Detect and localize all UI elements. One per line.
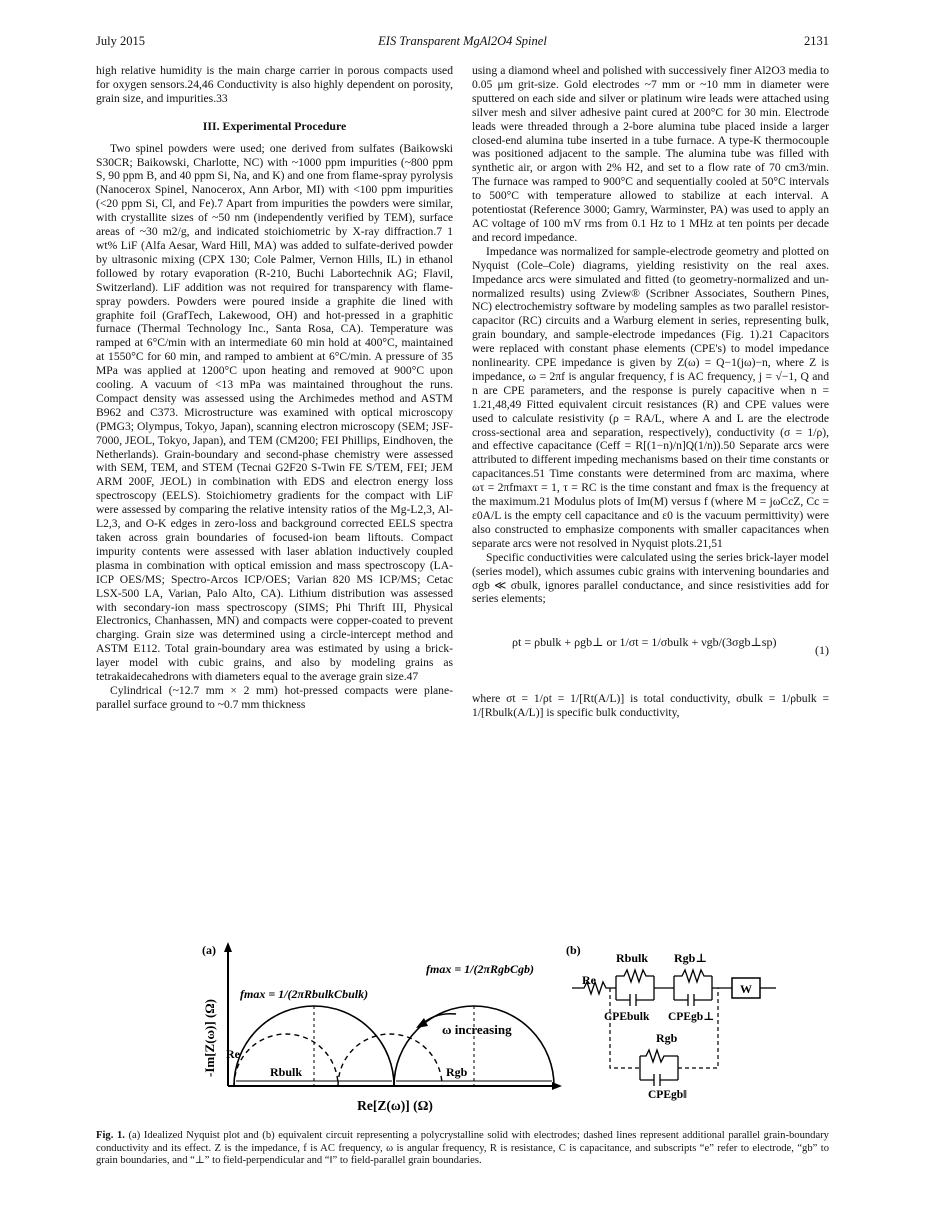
header-title: EIS Transparent MgAl2O4 Spinel — [378, 34, 547, 48]
right-column — [472, 64, 829, 720]
panel-b-label: (b) — [566, 943, 581, 957]
omega-arrowhead — [416, 1018, 428, 1028]
circuit-cpegbpar-label: CPEgb‖ — [648, 1089, 687, 1101]
equation-body: ρt = ρbulk + ρgb⊥ or 1/σt = 1/σbulk + νgb/(3σgb⊥sp) — [512, 635, 777, 650]
re-label: Re — [226, 1047, 240, 1061]
parallel-gb-rc-block — [640, 1050, 678, 1086]
right-paragraph-3: where σt = 1/ρt = 1/[Rt(A/L)] is total conductivity, σbulk = 1/ρbulk = 1/[Rbulk(A/L)] is specific bulk conductivity, — [472, 692, 829, 720]
circuit-rbulk-label: Rbulk — [616, 951, 649, 965]
running-header — [96, 34, 829, 52]
omega-increasing-label: ω increasing — [442, 1022, 512, 1037]
caption-label: Fig. 1. — [96, 1130, 125, 1141]
header-date: July 2015 — [96, 34, 145, 48]
figure-1-svg — [190, 938, 910, 1128]
gbperp-rc-block — [674, 970, 712, 1006]
equation-1 — [472, 630, 829, 674]
right-paragraph-0: using a diamond wheel and polished with successively finer Al2O3 media to 0.05 μm grit-size. Gold electrodes ~7 mm or ~10 mm in diameter were sputtered on each side and silver or platinum wire leads were attached using silver mesh and silver adhesive paint cured at 200°C for 30 min. Electrode leads were threaded through a 2-bore alumina tube placed inside a larger closed-end alumina tube inserted in a tube furnace. A type-K thermocouple was positioned adjacent to the sample. The alumina tube was filled with synthetic air, or argon with 2% H2, and set to a flow rate of 70 cm3/min. The furnace was ramped to 900°C and sequentially cooled at 50°C intervals to 500°C with temperature allowed to stabilize at each interval. A potentiostat (Reference 3000; Gamry, Warminster, PA) was used to apply an AC voltage of 100 mV rms from 0.1 Hz to 1 MHz at ten points per decade and record impedance. — [472, 64, 829, 244]
warburg-label: W — [740, 982, 752, 996]
y-axis-arrow — [224, 942, 232, 952]
y-axis-label: -Im[Z(ω)] (Ω) — [202, 998, 217, 1078]
rbulk-label: Rbulk — [270, 1065, 303, 1079]
fmax-bulk-label: fmax = 1/(2πRbulkCbulk) — [240, 987, 369, 1001]
right-paragraph-2: Specific conductivities were calculated using the series brick-layer model (series model), which assumes cubic grains with intervening boundaries and σgb ≪ σbulk, ignores parallel conductance, and since resistivities add for series elements; — [472, 550, 829, 606]
figure-caption — [96, 1130, 829, 1168]
x-axis-label: Re[Z(ω)] (Ω) — [357, 1098, 433, 1113]
panel-a-label: (a) — [202, 943, 216, 957]
circuit-rgb-label: Rgb — [656, 1031, 678, 1045]
left-paragraph-0: high relative humidity is the main charge carrier in porous compacts used for oxygen sensors.24,46 Conductivity is also highly dependent on porosity, grain size, and impurities.33 — [96, 64, 453, 105]
right-paragraph-1: Impedance was normalized for sample-electrode geometry and plotted on Nyquist (Cole–Cole) diagrams, yielding resistivity on the real axes. Impedance arcs were simulated and fitted (to geometry-normalized and un-normalized results) using Zview® (Scribner Associates, Southern Pines, NC) electrochemistry software by modeling samples as two parallel resistor-capacitor (RC) circuits and a Warburg element in series, representing bulk, grain boundary, and sample-electrode impedances (Fig. 1).21 Capacitors were replaced with constant phase elements (CPE's) to model impedance nonlinearity. CPE impedance is given by Z(ω) = Q−1(jω)−n, where Z is impedance, ω = 2πf is angular frequency, f is AC frequency, j = √−1, Q and n are CPE parameters, and the response is purely capacitive when n = 1.21,48,49 Fitted equivalent circuit resistances (R) and CPE values were used to calculate resistivity (ρ = RA/L, where A and L are the electrode cross-sectional area and separation, respectively), conductivity (σ = 1/ρ), and effective capacitance (Ceff = R[(1−n)/n]Q(1/n)).50 Separate arcs were attributed to different impeding mechanisms based on their time constants or capacitances.51 Time constants were determined from arc maxima, where ωτ = 2πfmaxτ = 1, τ = RC is the time constant and fmax is the frequency at the maximum.21 Modulus plots of Im(M) versus f (where M = jωCcZ, Cc = ε0A/L is the empty cell capacitance and ε0 is the vacuum permittivity) were also constructed to emphasize components with smaller capacitances when separate arcs were not resolved in Nyquist plots.21,51 — [472, 244, 829, 550]
rgb-label: Rgb — [446, 1065, 468, 1079]
figure-1 — [190, 938, 910, 1128]
circuit-rgbperp-label: Rgb⊥ — [674, 951, 707, 965]
circuit-cpegbperp-label: CPEgb⊥ — [668, 1011, 715, 1023]
page-number: 2131 — [804, 34, 829, 48]
caption-text: (a) Idealized Nyquist plot and (b) equivalent circuit representing a polycrystalline solid with electrodes; dashed lines represent additional parallel grain-boundary conductivity and its effect. Z is the impedance, f is AC frequency, ω is angular frequency, R is resistance, C is capacitance, and subscripts “e” refer to electrode, “gb” to grain boundaries, and “⊥” to field-perpendicular and “‖” to field-parallel grain boundaries. — [96, 1130, 829, 1166]
equation-number: (1) — [815, 643, 829, 658]
left-column — [96, 64, 453, 712]
section-title: III. Experimental Procedure — [202, 118, 347, 133]
circuit-re-label: Re — [582, 973, 596, 987]
left-paragraph-1: Two spinel powders were used; one derived from sulfates (Baikowski S30CR; Baikowski, Charlotte, NC) with ~1000 ppm impurities (~800 ppm S, 90 ppm B, and 40 ppm Si, Na, and K) and one from flame-spray pyrolysis (Nanocerox Spinel, Nanocerox, Ann Arbor, MI) with <100 ppm impurities (<20 ppm Si, Cl, and Fe).7 Apart from impurities the powders were similar, with crystallite sizes of ~50 nm (independently verified by TEM), surface areas of ~30 m2/g, and indicated stoichiometric by X-ray diffraction.7 1 wt% LiF (Alfa Aesar, Ward Hill, MA) was added to sulfate-derived powder by ultrasonic mixing (CPX 130; Cole Palmer, Vernon Hills, IL) in ethanol followed by rotary evaporation (R-210, Buchi Labortechnik AG; Flavil, Switzerland). LiF addition was not required for transparency with flame-spray powders. Powders were poured inside a graphite die lined with graphite foil (GrafTech, Lakewood, OH) and hot-pressed in a graphitic furnace (Thermal Technology Inc., Santa Rosa, CA). Temperature was ramped at 6°C/min with an intermediate 60 min hold at 400°C, maintained at 1550°C for 60 min, and ramped to ambient at 6°C/min. A pressure of 35 MPa was applied at 1200°C upon heating and removed at 900°C upon cooling. A vacuum of <13 mPa was maintained throughout the runs. Compact density was assessed using the Archimedes method and ASTM B962 and C373. Microstructure was examined with optical microscopy (PMG3; Olympus, Tokyo, Japan), scanning electron microscopy (SEM; JSF-7000, JEOL, Tokyo, Japan), and TEM (CM200; FEI Phillips, Eindhoven, the Netherlands). Grain-boundary and second-phase chemistry were assessed with SEM, TEM, and STEM (Tecnai G2F20 S-Twin FE S/TEM, FEI; JEM ARM 200F, JEOL) in combination with EDS and electron energy loss spectroscopy (EELS). Stoichiometry gradients for the compact with LiF were assessed by comparing the relative intensity ratios of the Mg-L2,3, Al-L2,3, and O-K edges in zero-loss and background corrected EELS spectra taken across grain boundaries of focused-ion beam liftouts. Compact impurity contents were assessed with laser ablation inductively coupled plasma in combination with optical emission and mass spectroscopy (LA-ICP OES/MS; Spectro-Arcos ICP/OES; Varian 820 MS ICP/MS; Cetac LSX-500 LA, Varian, Palo Alto, CA). Lithium distribution was assessed with secondary-ion mass spectroscopy (SIMS; Phi Thrift III, Physical Electronics, Chanhassen, MN) and compacts were copper-coated to prevent charging. Grain size was determined using a circle-intercept method and ASTM E112. Total grain-boundary area was estimated by using a brick-layer model with cubic grains, and also by modeling grains as tetrakaidecahedrons with diameters equal to the average grain size.47 — [96, 141, 453, 684]
bulk-rc-block — [616, 970, 654, 1006]
circuit-cpebulk-label: CPEbulk — [604, 1011, 650, 1023]
fmax-gb-label: fmax = 1/(2πRgbCgb) — [426, 962, 535, 976]
left-paragraph-2: Cylindrical (~12.7 mm × 2 mm) hot-pressed compacts were plane-parallel surface ground to ~0.7 mm thickness — [96, 683, 453, 711]
